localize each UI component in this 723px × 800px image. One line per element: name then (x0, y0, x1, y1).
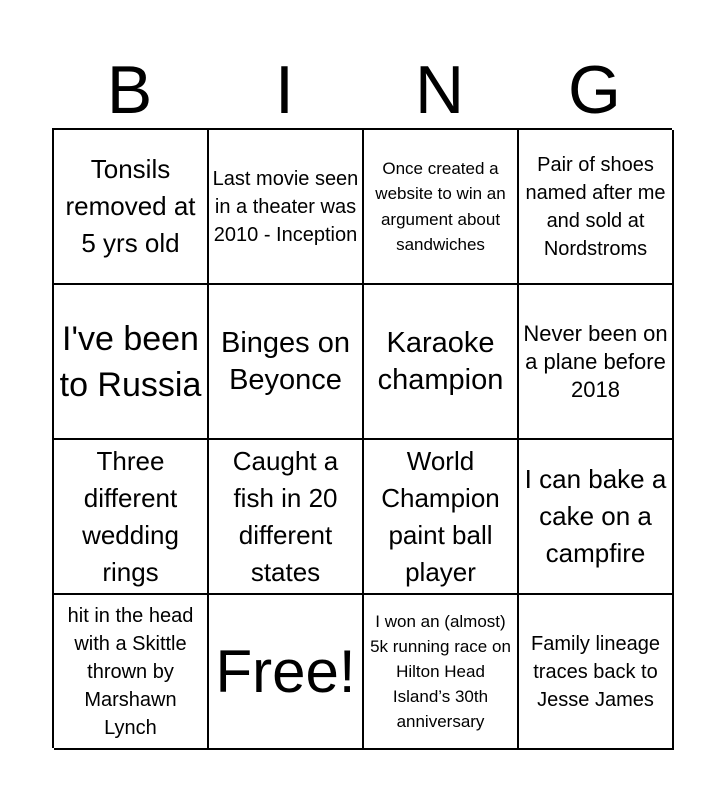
bingo-cell[interactable] (519, 440, 674, 595)
cell-text: Pair of shoes named after me and sold at Nordstroms (525, 153, 666, 260)
bingo-cell[interactable] (209, 440, 364, 595)
header-letter-g: G (568, 52, 621, 128)
bingo-header (52, 52, 672, 128)
header-letter-i: I (275, 52, 294, 128)
bingo-cell[interactable] (364, 440, 519, 595)
bingo-cell[interactable] (54, 285, 209, 440)
cell-text: Tonsils removed at 5 yrs old (65, 154, 196, 258)
cell-text: Family lineage traces back to Jesse James (531, 632, 660, 711)
header-letter-n: N (414, 52, 465, 128)
cell-text: World Champion paint ball player (381, 445, 500, 587)
bingo-cell[interactable] (364, 285, 519, 440)
cell-text: Caught a fish in 20 different states (232, 445, 339, 587)
free-cell[interactable] (209, 595, 364, 750)
cell-text: Three different wedding rings (82, 445, 179, 587)
bingo-cell[interactable] (209, 285, 364, 440)
cell-text: I can bake a cake on a campfire (524, 464, 667, 568)
bingo-cell[interactable] (519, 595, 674, 750)
cell-text: I won an (almost) 5k running race on Hilton Head Island’s 30th anniversary (370, 612, 511, 731)
bingo-cell[interactable] (519, 130, 674, 285)
bingo-cell[interactable] (209, 130, 364, 285)
cell-text: I've been to Russia (59, 319, 202, 404)
cell-text: Karaoke champion (377, 326, 504, 396)
cell-text: Never been on a plane before 2018 (523, 320, 668, 402)
bingo-grid (52, 128, 672, 748)
bingo-cell[interactable] (364, 130, 519, 285)
header-letter-b: B (106, 52, 153, 128)
bingo-cell[interactable] (519, 285, 674, 440)
cell-text: hit in the head with a Skittle thrown by Marshawn Lynch (67, 604, 194, 739)
bingo-cell[interactable] (364, 595, 519, 750)
cell-text: Binges on Beyonce (221, 326, 350, 396)
bingo-cell[interactable] (54, 595, 209, 750)
free-text: Free! (215, 637, 356, 705)
cell-text: Last movie seen in a theater was 2010 - Inception (212, 167, 359, 246)
bingo-cell[interactable] (54, 130, 209, 285)
cell-text: Once created a website to win an argument about sandwiches (375, 158, 506, 254)
bingo-cell[interactable] (54, 440, 209, 595)
